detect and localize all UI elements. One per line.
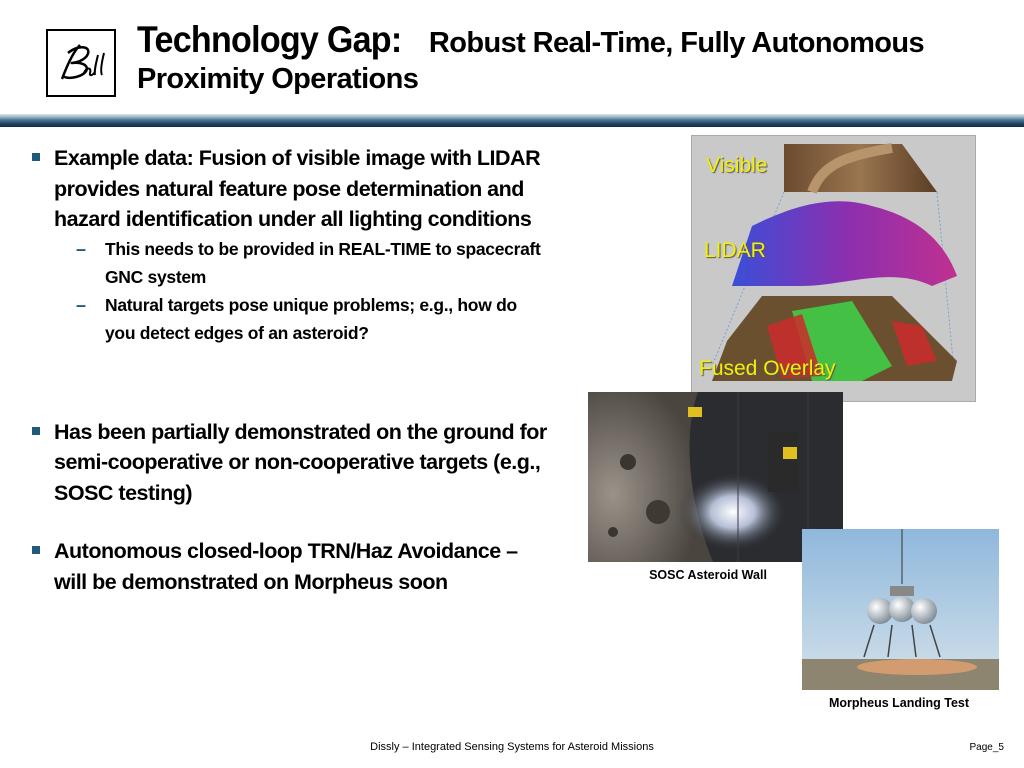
fused-overlay-label: Fused Overlay (699, 357, 836, 380)
sub-bullet-text: Natural targets pose unique problems; e.g., how do you detect edges of an asteroid? (105, 294, 517, 343)
bullet-text: Autonomous closed-loop TRN/Haz Avoidance – will be demonstrated on Morpheus soon (54, 539, 518, 594)
bullet-item (30, 143, 550, 235)
footer-text: Dissly – Integrated Sensing Systems for Asteroid Missions (370, 741, 654, 753)
bullet-text: Example data: Fusion of visible image with LIDAR provides natural feature pose determination and hazard identification under all lighting conditions (54, 146, 541, 231)
title-sub: Robust Real-Time, Fully Autonomous (428, 27, 925, 59)
header-rule (0, 114, 1024, 127)
bullet-item (30, 536, 550, 597)
sosc-caption: SOSC Asteroid Wall (649, 568, 767, 582)
ball-logo-icon (50, 33, 112, 93)
bullet-marker-icon (32, 153, 40, 161)
morpheus-image (802, 529, 999, 690)
sub-bullet-item (30, 291, 550, 347)
ball-logo (46, 29, 116, 97)
bullet-item (30, 417, 550, 509)
title-line2: Proximity Operations (137, 62, 419, 95)
morpheus-caption: Morpheus Landing Test (828, 696, 970, 710)
bullet-marker-icon (32, 427, 40, 435)
bullet-marker-icon (32, 546, 40, 554)
sub-bullet-item (30, 235, 550, 291)
visible-label: Visible (706, 154, 768, 177)
fusion-figure (691, 135, 976, 402)
dash-icon: – (76, 238, 86, 259)
title-main: Technology Gap: (137, 19, 402, 60)
lidar-label: LIDAR (704, 239, 766, 262)
bullet-text: Has been partially demonstrated on the ground for semi-cooperative or non-cooperative targets (e.g., SOSC testing) (54, 419, 547, 505)
bullet-list (30, 143, 550, 597)
slide-title (137, 20, 997, 95)
morpheus-photo (802, 529, 999, 690)
dash-icon: – (76, 294, 86, 315)
page-number: Page_5 (969, 742, 1004, 753)
sub-bullet-text: This needs to be provided in REAL-TIME to spacecraft GNC system (105, 238, 541, 287)
